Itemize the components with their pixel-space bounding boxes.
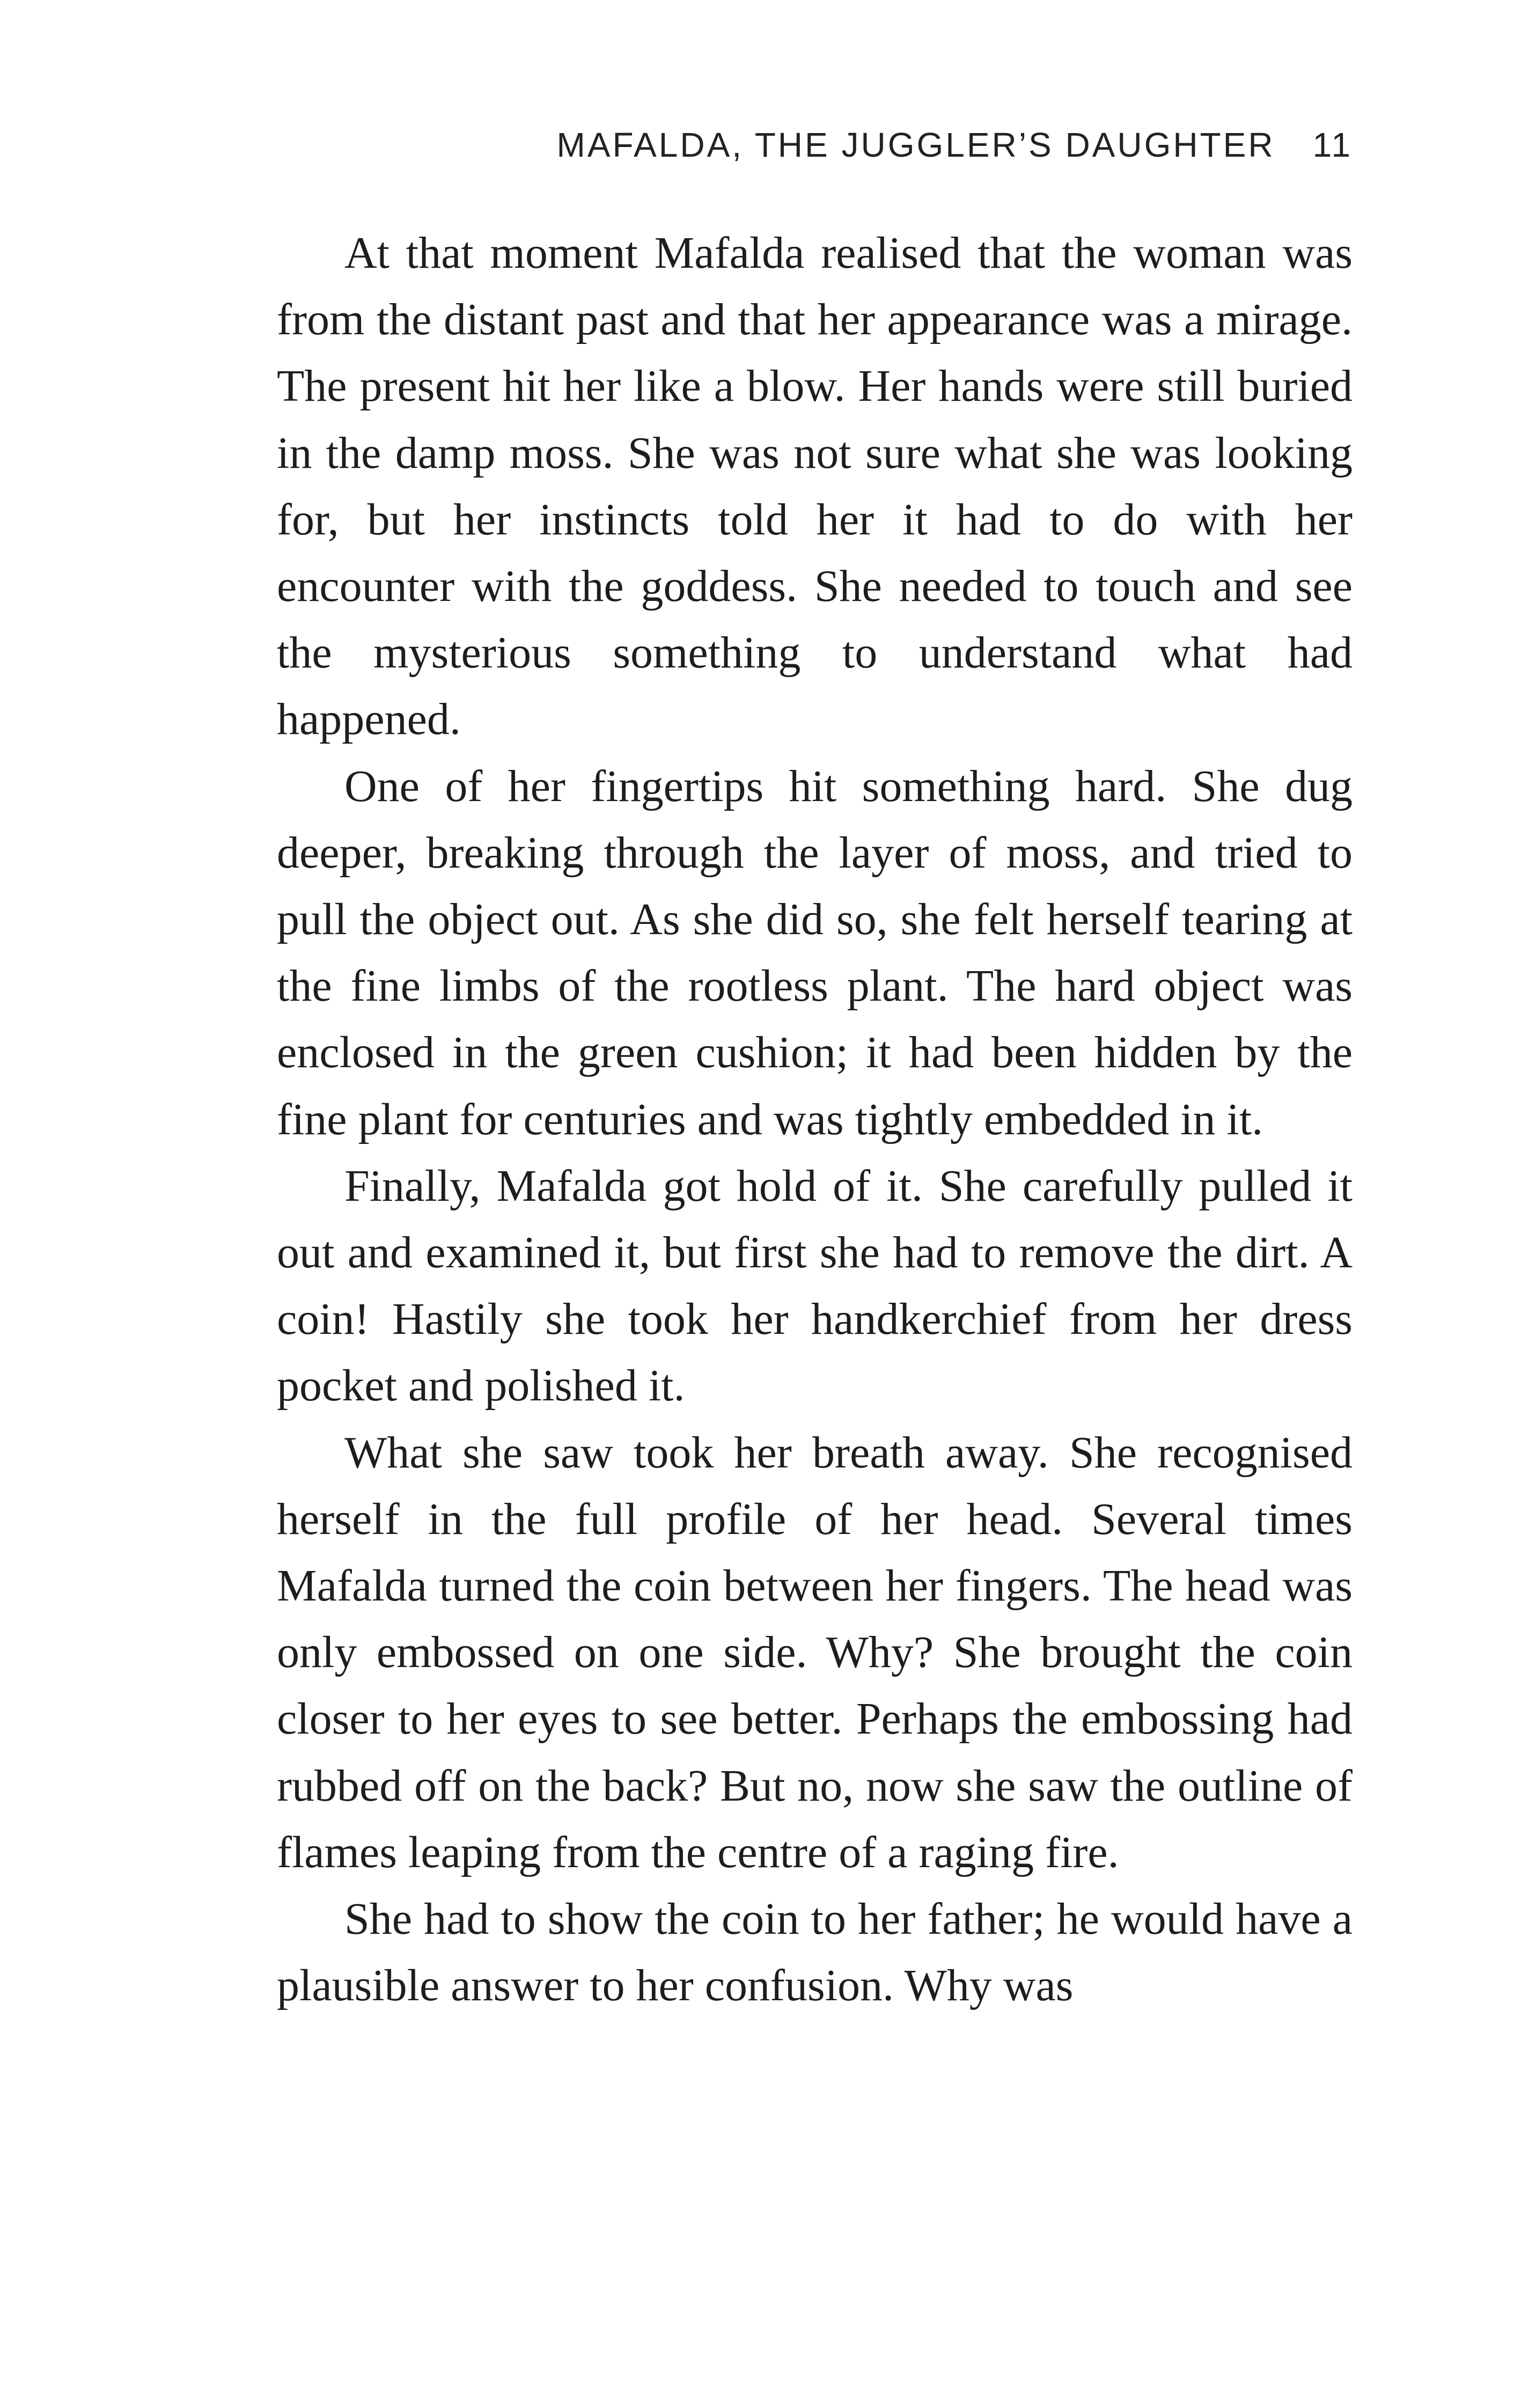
running-head-title: MAFALDA, THE JUGGLER’S DAUGHTER	[556, 126, 1275, 164]
page-number: 11	[1312, 126, 1353, 164]
paragraph: Finally, Mafalda got hold of it. She carefully pulled it out and examined it, but first she had to remove the dirt. A coin! Hastily she took her handkerchief from her dress pocket and polished it.	[277, 1161, 1353, 1411]
body-text	[277, 220, 1353, 2019]
paragraph: At that moment Mafalda realised that the woman was from the distant past and that her appearance was a mirage. The present hit her like a blow. Her hands were still buried in the damp moss. She was not sure what she was looking for, but her instincts told her it had to do with her encounter with the goddess. She needed to touch and see the mysterious something to understand what had happened.	[277, 228, 1353, 745]
paragraph: She had to show the coin to her father; he would have a plausible answer to her confusion. Why was	[277, 1894, 1353, 2011]
running-head	[277, 119, 1353, 171]
paragraph: What she saw took her breath away. She recognised herself in the full profile of her head. Several times Mafalda turned the coin between her fingers. The head was only embossed on one side. Why? She brought the coin closer to her eyes to see better. Perhaps the embossing had rubbed off on the back? But no, now she saw the outline of flames leaping from the centre of a raging fire.	[277, 1427, 1353, 1877]
paragraph: One of her fingertips hit something hard. She dug deeper, breaking through the layer of moss, and tried to pull the object out. As she did so, she felt herself tearing at the fine limbs of the rootless plant. The hard object was enclosed in the green cushion; it had been hidden by the fine plant for centuries and was tightly embedded in it.	[277, 761, 1353, 1144]
